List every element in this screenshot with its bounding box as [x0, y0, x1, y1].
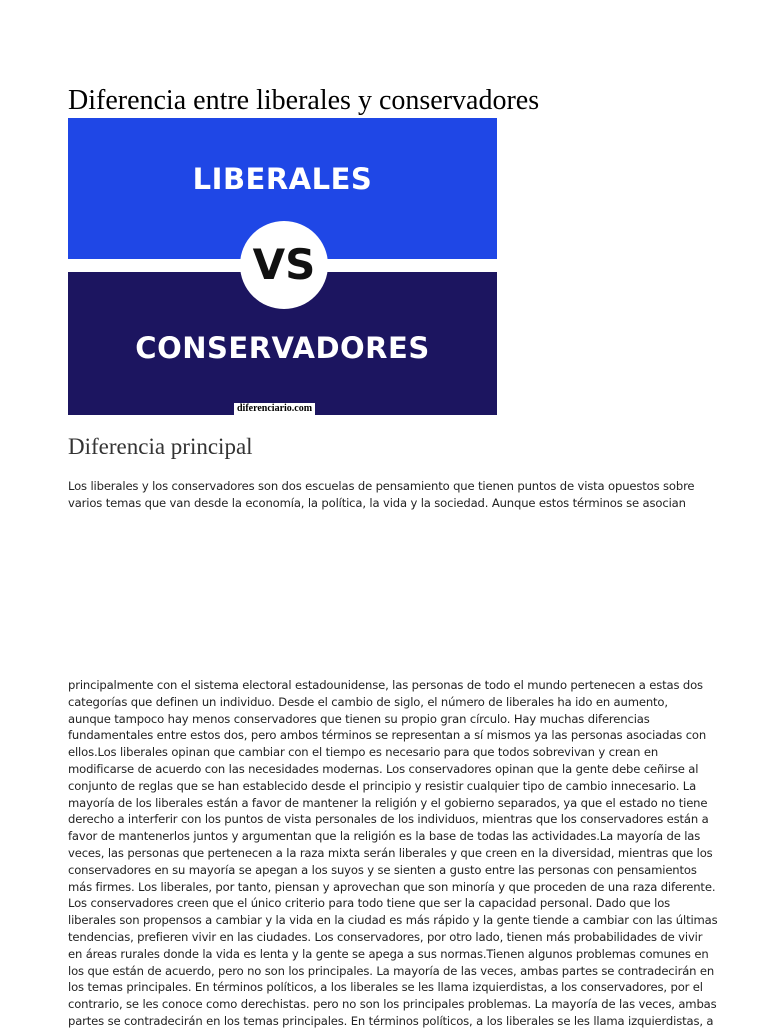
paragraph-intro [68, 478, 708, 512]
text-line: partes se contradecirán en los temas principales. En términos políticos, a los liberales se les llama izquierdistas, a [68, 1013, 714, 1028]
image-watermark: diferenciario.com [234, 403, 315, 415]
text-line: modificarse de acuerdo con las necesidades modernas. Los conservadores opinan que la gente debe ceñirse al [68, 761, 699, 776]
text-line: en áreas rurales donde la vida es lenta y la gente se apega a sus normas.Tienen algunos problemas comunes en [68, 946, 709, 961]
hero-liberales-label: LIBERALES [192, 162, 373, 196]
text-line: principalmente con el sistema electoral estadounidense, las personas de todo el mundo pertenecen a estas dos [68, 678, 703, 692]
text-line: fundamentales entre estos dos, pero ambos términos se representan a sí mismos ya las personas asociadas con [68, 728, 707, 743]
text-line: favor de mantenerlos juntos y argumentan que la religión es la base de todas las actividades.La mayoría de las [68, 829, 701, 844]
text-line: Los conservadores creen que el único criterio para todo tiene que ser la capacidad personal. Dado que los [68, 896, 671, 911]
text-line: conjunto de reglas que se han establecido desde el principio y resistir cualquier tipo de cambio innecesario. La [68, 778, 697, 793]
text-line: los temas principales. En términos políticos, a los liberales se les llama izquierdistas, a los conservadores, por el [68, 980, 703, 995]
paragraph-body [68, 677, 718, 1030]
text-line: contrario, se les conoce como derechistas. pero no son los principales problemas. La mayoría de las veces, ambas [68, 997, 717, 1012]
hero-image [68, 118, 497, 415]
text-line: varios temas que van desde la economía, la política, la vida y la sociedad. Aunque estos términos se asocian [68, 495, 686, 510]
text-line: tendencias, prefieren vivir en las ciudades. Los conservadores, por otro lado, tienen más probabilidades de vivir [68, 929, 703, 944]
text-line: aunque tampoco hay menos conservadores que tienen su propio gran círculo. Hay muchas diferencias [68, 711, 650, 726]
text-line: Los liberales y los conservadores son dos escuelas de pensamiento que tienen puntos de vista opuestos sobre [68, 479, 695, 493]
text-line: los que están de acuerdo, pero no son los principales. La mayoría de las veces, ambas partes se contradecirán en [68, 963, 715, 978]
text-line: liberales son propensos a cambiar y la vida en la ciudad es más rápido y la gente tiende a cambiar con las últimas [68, 913, 718, 928]
text-line: ellos.Los liberales opinan que cambiar con el tiempo es necesario para que todos sobrevivan y crean en [68, 745, 659, 760]
text-line: veces, las personas que pertenecen a la raza mixta serán liberales y que creen en la diversidad, mientras que los [68, 845, 713, 860]
text-line: categorías que definen un individuo. Desde el cambio de siglo, el número de liberales ha ido en aumento, [68, 694, 668, 709]
section-title: Diferencia principal [68, 434, 253, 459]
text-line: conservadores en su mayoría se apegan a los suyos y se sienten a gusto entre las personas con pensamientos [68, 862, 697, 877]
vs-badge: VS [240, 221, 328, 309]
text-line: mayoría de los liberales están a favor de mantener la religión y el gobierno separados, ya que el estado no tiene [68, 795, 708, 810]
text-line: más firmes. Los liberales, por tanto, piensan y aprovechan que son minoría y que proceden de una raza diferente. [68, 879, 716, 894]
page-title: Diferencia entre liberales y conservadores [68, 85, 540, 116]
text-line: derecho a interferir con los puntos de vista personales de los individuos, mientras que los conservadores están a [68, 812, 709, 827]
hero-conservadores-label: CONSERVADORES [135, 331, 430, 365]
